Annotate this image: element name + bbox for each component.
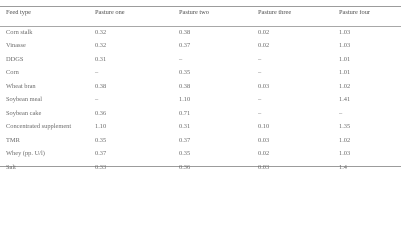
header-pasture-three: Pasture three: [258, 10, 292, 16]
cell-feed-type: DDGS: [6, 55, 24, 63]
cell-feed-type: Vinasse: [6, 42, 26, 50]
table-row: [0, 107, 401, 121]
table-row: [0, 26, 401, 40]
cell-pasture-three: 0.03: [258, 136, 270, 144]
cell-pasture-four: 1.41: [339, 96, 351, 104]
cell-pasture-four: 1.02: [339, 82, 351, 90]
cell-pasture-three: 0.02: [258, 150, 270, 158]
cell-pasture-two: 0.71: [179, 109, 191, 117]
cell-pasture-two: 0.38: [179, 28, 191, 36]
cell-pasture-two: 0.37: [179, 42, 191, 50]
cell-pasture-one: 0.33: [95, 163, 107, 171]
cell-feed-type: Soybean meal: [6, 96, 43, 104]
cell-pasture-one: 0.35: [95, 136, 107, 144]
cell-pasture-one: 0.32: [95, 28, 107, 36]
cell-feed-type: Corn: [6, 69, 19, 77]
table-row: [0, 40, 401, 54]
cell-pasture-four: 1.4: [339, 163, 347, 171]
cell-pasture-four: 1.03: [339, 150, 351, 158]
cell-pasture-four: 1.02: [339, 136, 351, 144]
cell-pasture-one: –: [95, 69, 99, 77]
cell-pasture-two: 0.31: [179, 123, 191, 131]
cell-pasture-three: 0.10: [258, 123, 270, 131]
cell-pasture-four: 1.03: [339, 28, 351, 36]
cell-pasture-four: 1.03: [339, 42, 351, 50]
cell-pasture-one: –: [95, 96, 99, 104]
header-feed-type: Feed type: [6, 10, 32, 16]
cell-pasture-one: 0.38: [95, 82, 107, 90]
cell-feed-type: Salt: [6, 163, 16, 171]
cell-pasture-four: –: [339, 109, 343, 117]
table-row: [0, 94, 401, 108]
cell-pasture-three: 0.03: [258, 163, 270, 171]
feed-type-table: [0, 10, 401, 175]
table-row: [0, 121, 401, 135]
cell-pasture-one: 0.31: [95, 55, 107, 63]
table-top-rule: [0, 6, 401, 7]
cell-pasture-three: 0.02: [258, 42, 270, 50]
table-row: [0, 161, 401, 175]
cell-pasture-one: 0.32: [95, 42, 107, 50]
header-pasture-two: Pasture two: [179, 10, 209, 16]
table-row: [0, 80, 401, 94]
cell-pasture-one: 1.10: [95, 123, 107, 131]
cell-pasture-four: 1.01: [339, 55, 351, 63]
cell-pasture-three: 0.03: [258, 82, 270, 90]
cell-pasture-four: 1.35: [339, 123, 351, 131]
cell-pasture-two: 0.36: [179, 163, 191, 171]
header-pasture-four: Pasture four: [339, 10, 371, 16]
table-row: [0, 148, 401, 162]
cell-pasture-three: –: [258, 109, 262, 117]
cell-feed-type: Corn stalk: [6, 28, 33, 36]
table-row: [0, 134, 401, 148]
cell-pasture-two: –: [179, 55, 183, 63]
table-header-row: [0, 10, 401, 26]
cell-pasture-four: 1.01: [339, 69, 351, 77]
cell-pasture-two: 0.38: [179, 82, 191, 90]
cell-feed-type: TMR: [6, 136, 20, 144]
cell-pasture-two: 0.35: [179, 69, 191, 77]
cell-pasture-two: 0.35: [179, 150, 191, 158]
cell-pasture-three: –: [258, 55, 262, 63]
cell-pasture-two: 1.10: [179, 96, 191, 104]
cell-pasture-three: –: [258, 96, 262, 104]
cell-pasture-three: 0.02: [258, 28, 270, 36]
table-row: [0, 53, 401, 67]
cell-pasture-one: 0.37: [95, 150, 107, 158]
header-pasture-one: Pasture one: [95, 10, 125, 16]
table-row: [0, 67, 401, 81]
cell-feed-type: Wheat bran: [6, 82, 36, 90]
cell-feed-type: Whey (pp. U/l): [6, 150, 45, 158]
cell-feed-type: Concentrated supplement: [6, 123, 72, 131]
cell-feed-type: Soybean cake: [6, 109, 42, 117]
cell-pasture-two: 0.37: [179, 136, 191, 144]
cell-pasture-three: –: [258, 69, 262, 77]
cell-pasture-one: 0.36: [95, 109, 107, 117]
